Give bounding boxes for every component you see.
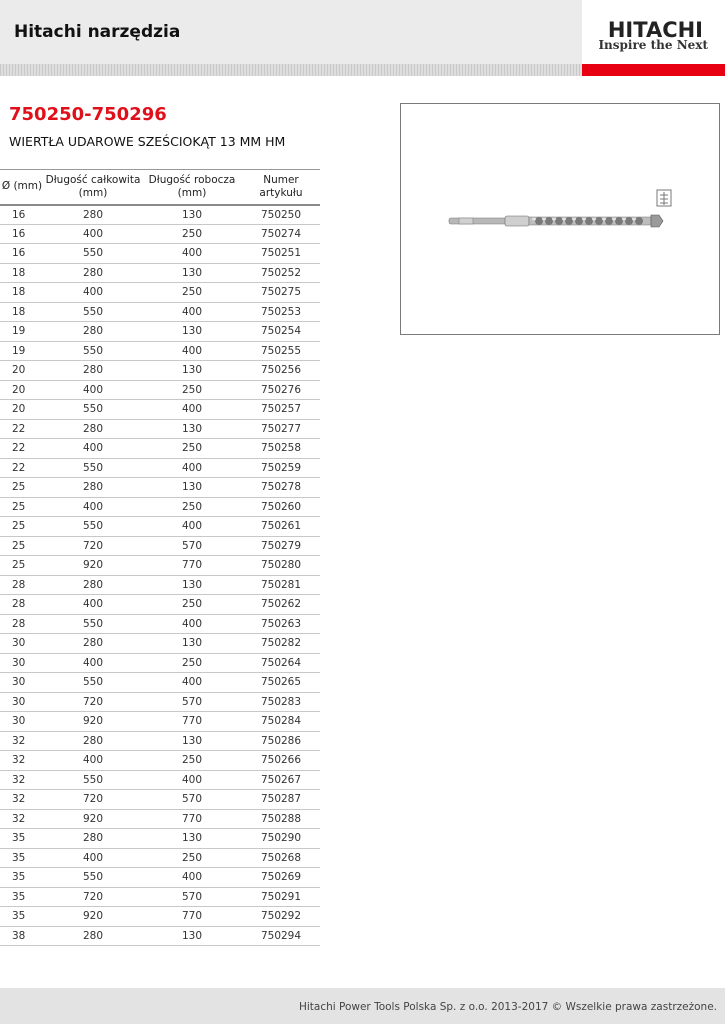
header-stripe — [0, 64, 582, 76]
cell-total-length: 550 — [44, 868, 142, 888]
cell-total-length: 720 — [44, 887, 142, 907]
product-name: WIERTŁA UDAROWE SZEŚCIOKĄT 13 MM HM — [9, 134, 286, 149]
cell-working-length: 770 — [142, 556, 242, 576]
cell-article-number: 750281 — [242, 575, 320, 595]
cell-diameter: 28 — [0, 595, 44, 615]
drill-bit-icon — [401, 104, 721, 336]
cell-total-length: 280 — [44, 829, 142, 849]
cell-diameter: 35 — [0, 907, 44, 927]
cell-working-length: 130 — [142, 205, 242, 225]
cell-diameter: 35 — [0, 848, 44, 868]
spec-table — [0, 169, 320, 946]
column-header-total-length: Długość całkowita (mm) — [44, 170, 142, 205]
cell-article-number: 750279 — [242, 536, 320, 556]
cell-working-length: 250 — [142, 439, 242, 459]
cell-total-length: 400 — [44, 751, 142, 771]
table-row — [0, 887, 320, 907]
cell-diameter: 30 — [0, 712, 44, 732]
cell-article-number: 750276 — [242, 380, 320, 400]
table-row — [0, 224, 320, 244]
cell-article-number: 750254 — [242, 322, 320, 342]
cell-diameter: 35 — [0, 868, 44, 888]
cell-total-length: 720 — [44, 692, 142, 712]
site-title[interactable]: Hitachi narzędzia — [14, 22, 181, 42]
cell-total-length: 280 — [44, 926, 142, 946]
table-row — [0, 439, 320, 459]
page-footer — [0, 988, 725, 1024]
cell-article-number: 750260 — [242, 497, 320, 517]
cell-article-number: 750278 — [242, 478, 320, 498]
cell-total-length: 400 — [44, 224, 142, 244]
cell-total-length: 280 — [44, 478, 142, 498]
cell-working-length: 400 — [142, 341, 242, 361]
table-row — [0, 478, 320, 498]
cell-article-number: 750286 — [242, 731, 320, 751]
cell-diameter: 35 — [0, 829, 44, 849]
cell-diameter: 18 — [0, 283, 44, 303]
cell-total-length: 280 — [44, 575, 142, 595]
table-row — [0, 244, 320, 264]
cell-diameter: 20 — [0, 400, 44, 420]
cell-working-length: 250 — [142, 380, 242, 400]
cell-working-length: 400 — [142, 673, 242, 693]
cell-article-number: 750261 — [242, 517, 320, 537]
cell-article-number: 750262 — [242, 595, 320, 615]
cell-article-number: 750268 — [242, 848, 320, 868]
product-code-range: 750250-750296 — [9, 104, 167, 125]
cell-diameter: 18 — [0, 302, 44, 322]
cell-total-length: 550 — [44, 244, 142, 264]
cell-working-length: 250 — [142, 595, 242, 615]
table-row — [0, 419, 320, 439]
cell-diameter: 32 — [0, 751, 44, 771]
table-row — [0, 263, 320, 283]
cell-working-length: 130 — [142, 634, 242, 654]
cell-diameter: 20 — [0, 380, 44, 400]
cell-total-length: 280 — [44, 419, 142, 439]
cell-working-length: 570 — [142, 692, 242, 712]
cell-total-length: 280 — [44, 634, 142, 654]
cell-article-number: 750253 — [242, 302, 320, 322]
product-image-frame — [400, 103, 720, 335]
cell-diameter: 20 — [0, 361, 44, 381]
cell-working-length: 130 — [142, 419, 242, 439]
cell-working-length: 250 — [142, 283, 242, 303]
cell-diameter: 30 — [0, 634, 44, 654]
cell-working-length: 130 — [142, 575, 242, 595]
table-row — [0, 497, 320, 517]
cell-article-number: 750264 — [242, 653, 320, 673]
table-row — [0, 517, 320, 537]
table-row — [0, 283, 320, 303]
cell-total-length: 550 — [44, 614, 142, 634]
table-row — [0, 907, 320, 927]
cell-working-length: 130 — [142, 926, 242, 946]
table-row — [0, 926, 320, 946]
cell-article-number: 750290 — [242, 829, 320, 849]
table-row — [0, 712, 320, 732]
cell-diameter: 30 — [0, 653, 44, 673]
header-red-bar — [582, 64, 725, 76]
cell-total-length: 400 — [44, 848, 142, 868]
cell-diameter: 28 — [0, 575, 44, 595]
cell-working-length: 400 — [142, 770, 242, 790]
table-row — [0, 692, 320, 712]
cell-article-number: 750265 — [242, 673, 320, 693]
table-row — [0, 595, 320, 615]
cell-article-number: 750284 — [242, 712, 320, 732]
cell-article-number: 750256 — [242, 361, 320, 381]
cell-working-length: 770 — [142, 907, 242, 927]
cell-total-length: 280 — [44, 322, 142, 342]
table-row — [0, 673, 320, 693]
table-row — [0, 614, 320, 634]
cell-working-length: 570 — [142, 887, 242, 907]
cell-total-length: 400 — [44, 595, 142, 615]
footer-copyright: Hitachi Power Tools Polska Sp. z o.o. 2013-2017 © Wszelkie prawa zastrzeżone. — [298, 1001, 717, 1013]
cell-diameter: 32 — [0, 790, 44, 810]
cell-diameter: 30 — [0, 692, 44, 712]
cell-article-number: 750252 — [242, 263, 320, 283]
cell-total-length: 720 — [44, 536, 142, 556]
cell-diameter: 16 — [0, 205, 44, 225]
logo-tagline: Inspire the Next — [598, 38, 708, 52]
cell-total-length: 400 — [44, 283, 142, 303]
cell-article-number: 750250 — [242, 205, 320, 225]
cell-working-length: 250 — [142, 497, 242, 517]
cell-total-length: 400 — [44, 439, 142, 459]
cell-article-number: 750274 — [242, 224, 320, 244]
cell-diameter: 22 — [0, 458, 44, 478]
cell-total-length: 400 — [44, 497, 142, 517]
cell-article-number: 750258 — [242, 439, 320, 459]
cell-total-length: 920 — [44, 712, 142, 732]
cell-diameter: 38 — [0, 926, 44, 946]
cell-working-length: 570 — [142, 790, 242, 810]
cell-diameter: 25 — [0, 536, 44, 556]
cell-total-length: 280 — [44, 731, 142, 751]
cell-article-number: 750294 — [242, 926, 320, 946]
cell-diameter: 22 — [0, 419, 44, 439]
table-row — [0, 458, 320, 478]
cell-total-length: 550 — [44, 302, 142, 322]
cell-total-length: 280 — [44, 361, 142, 381]
cell-article-number: 750275 — [242, 283, 320, 303]
cell-article-number: 750292 — [242, 907, 320, 927]
cell-article-number: 750283 — [242, 692, 320, 712]
cell-total-length: 280 — [44, 263, 142, 283]
table-row — [0, 400, 320, 420]
cell-article-number: 750277 — [242, 419, 320, 439]
table-row — [0, 848, 320, 868]
cell-diameter: 25 — [0, 517, 44, 537]
cell-working-length: 130 — [142, 322, 242, 342]
cell-diameter: 28 — [0, 614, 44, 634]
cell-article-number: 750266 — [242, 751, 320, 771]
cell-article-number: 750287 — [242, 790, 320, 810]
hitachi-logo[interactable] — [582, 0, 725, 64]
table-row — [0, 536, 320, 556]
cell-total-length: 550 — [44, 517, 142, 537]
cell-working-length: 250 — [142, 653, 242, 673]
cell-total-length: 550 — [44, 458, 142, 478]
cell-diameter: 16 — [0, 244, 44, 264]
cell-article-number: 750257 — [242, 400, 320, 420]
cell-diameter: 32 — [0, 770, 44, 790]
cell-working-length: 400 — [142, 614, 242, 634]
table-row — [0, 322, 320, 342]
cell-working-length: 400 — [142, 517, 242, 537]
cell-working-length: 250 — [142, 848, 242, 868]
cell-diameter: 18 — [0, 263, 44, 283]
cell-diameter: 25 — [0, 556, 44, 576]
table-row — [0, 809, 320, 829]
cell-article-number: 750259 — [242, 458, 320, 478]
cell-working-length: 400 — [142, 302, 242, 322]
cell-working-length: 130 — [142, 731, 242, 751]
table-row — [0, 829, 320, 849]
cell-working-length: 400 — [142, 868, 242, 888]
table-header-row — [0, 170, 320, 205]
cell-total-length: 550 — [44, 341, 142, 361]
table-row — [0, 653, 320, 673]
cell-diameter: 25 — [0, 497, 44, 517]
cell-diameter: 16 — [0, 224, 44, 244]
cell-diameter: 25 — [0, 478, 44, 498]
cell-article-number: 750280 — [242, 556, 320, 576]
column-header-diameter: Ø (mm) — [0, 170, 44, 205]
table-row — [0, 361, 320, 381]
cell-article-number: 750291 — [242, 887, 320, 907]
cell-total-length: 920 — [44, 556, 142, 576]
cell-working-length: 400 — [142, 400, 242, 420]
cell-article-number: 750282 — [242, 634, 320, 654]
cell-article-number: 750269 — [242, 868, 320, 888]
cell-working-length: 250 — [142, 224, 242, 244]
cell-article-number: 750251 — [242, 244, 320, 264]
cell-diameter: 19 — [0, 341, 44, 361]
cell-working-length: 130 — [142, 361, 242, 381]
cell-total-length: 400 — [44, 653, 142, 673]
cell-total-length: 550 — [44, 673, 142, 693]
table-row — [0, 380, 320, 400]
column-header-working-length: Długość robocza (mm) — [142, 170, 242, 205]
cell-working-length: 400 — [142, 458, 242, 478]
cell-article-number: 750288 — [242, 809, 320, 829]
table-row — [0, 575, 320, 595]
table-row — [0, 634, 320, 654]
column-header-article-number: Numer artykułu — [242, 170, 320, 205]
table-row — [0, 341, 320, 361]
cell-article-number: 750255 — [242, 341, 320, 361]
cell-total-length: 400 — [44, 380, 142, 400]
cell-working-length: 130 — [142, 263, 242, 283]
cell-working-length: 130 — [142, 478, 242, 498]
hex-shank-icon — [657, 190, 671, 206]
page-header — [0, 0, 725, 76]
table-row — [0, 790, 320, 810]
cell-working-length: 400 — [142, 244, 242, 264]
cell-working-length: 770 — [142, 712, 242, 732]
cell-diameter: 19 — [0, 322, 44, 342]
cell-total-length: 720 — [44, 790, 142, 810]
cell-diameter: 22 — [0, 439, 44, 459]
cell-total-length: 280 — [44, 205, 142, 225]
cell-diameter: 32 — [0, 809, 44, 829]
table-row — [0, 770, 320, 790]
cell-working-length: 770 — [142, 809, 242, 829]
table-row — [0, 731, 320, 751]
table-row — [0, 302, 320, 322]
logo-wordmark: HITACHI — [607, 18, 703, 42]
table-row — [0, 556, 320, 576]
cell-total-length: 920 — [44, 907, 142, 927]
cell-diameter: 32 — [0, 731, 44, 751]
cell-article-number: 750263 — [242, 614, 320, 634]
cell-diameter: 35 — [0, 887, 44, 907]
cell-total-length: 550 — [44, 770, 142, 790]
cell-working-length: 250 — [142, 751, 242, 771]
cell-total-length: 920 — [44, 809, 142, 829]
table-row — [0, 868, 320, 888]
table-row — [0, 205, 320, 225]
table-row — [0, 751, 320, 771]
cell-diameter: 30 — [0, 673, 44, 693]
cell-working-length: 130 — [142, 829, 242, 849]
cell-total-length: 550 — [44, 400, 142, 420]
cell-article-number: 750267 — [242, 770, 320, 790]
cell-working-length: 570 — [142, 536, 242, 556]
